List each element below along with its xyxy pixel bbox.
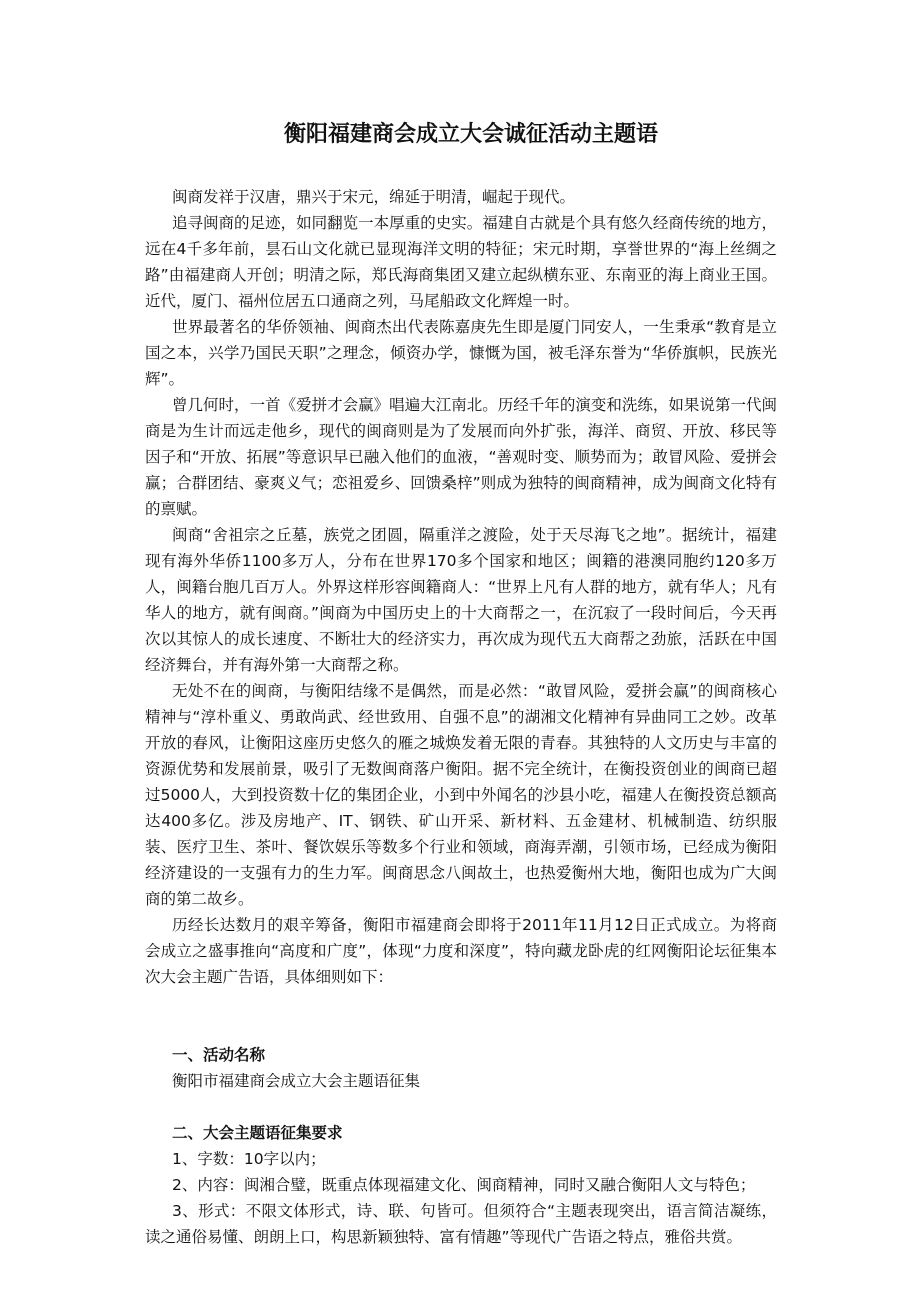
- activity-name: 衡阳市福建商会成立大会主题语征集: [172, 1072, 421, 1090]
- section-heading-activity-name: 一、活动名称: [172, 1046, 266, 1064]
- spacer: [145, 1016, 777, 1042]
- spacer: [145, 1094, 777, 1120]
- paragraph: 历经长达数月的艰辛筹备，衡阳市福建商会即将于2011年11月12日正式成立。为将商会成立之盛事推向“高度和广度”，体现“力度和深度”，特向藏龙卧虎的红网衡阳论坛征集本次大会主题广告语，具体细则如下：: [145, 916, 777, 986]
- paragraph: 闽商发祥于汉唐，鼎兴于宋元，绵延于明清，崛起于现代。: [172, 188, 576, 206]
- requirement-item: 2、内容：闽湘合璧，既重点体现福建文化、闽商精神，同时又融合衡阳人文与特色；: [172, 1176, 756, 1194]
- requirement-item: 1、字数：10字以内；: [172, 1150, 326, 1168]
- paragraph: 曾几何时，一首《爱拼才会赢》唱遍大江南北。历经千年的演变和洗练，如果说第一代闽商是为生计而远走他乡，现代的闽商则是为了发展而向外扩张，海洋、商贸、开放、移民等因子和“开放、拓展”等意识早已融入他们的血液，“善观时变、顺势而为；敢冒风险、爱拼会赢；合群团结、豪爽义气；恋祖爱乡、回馈桑梓”则成为独特的闽商精神，成为闽商文化特有的禀赋。: [145, 396, 777, 518]
- document-title: 衡阳福建商会成立大会诚征活动主题语: [283, 122, 658, 147]
- requirement-item: 3、形式：不限文体形式，诗、联、句皆可。但须符合“主题表现突出，语言简洁凝练，读之通俗易懂、朗朗上口，构思新颖独特、富有情趣”等现代广告语之特点，雅俗共赏。: [145, 1202, 777, 1246]
- paragraph: 追寻闽商的足迹，如同翻览一本厚重的史实。福建自古就是个具有悠久经商传统的地方，远在4千多年前，昙石山文化就已显现海洋文明的特征；宋元时期，享誉世界的“海上丝绸之路”由福建商人开创；明清之际，郑氏海商集团又建立起纵横东亚、东南亚的海上商业王国。近代，厦门、福州位居五口通商之列，马尾船政文化辉煌一时。: [145, 214, 777, 310]
- paragraph: 闽商“舍祖宗之丘墓，族党之团圆，隔重洋之渡险，处于天尽海飞之地”。据统计，福建现有海外华侨1100多万人，分布在世界170多个国家和地区；闽籍的港澳同胞约120多万人，闽籍台胞几百万人。外界这样形容闽籍商人：“世界上凡有人群的地方，就有华人；凡有华人的地方，就有闽商。”闽商为中国历史上的十大商帮之一，在沉寂了一段时间后，今天再次以其惊人的成长速度、不断壮大的经济实力，再次成为现代五大商帮之劲旅，活跃在中国经济舞台，并有海外第一大商帮之称。: [145, 526, 777, 674]
- paragraph: 世界最著名的华侨领袖、闽商杰出代表陈嘉庚先生即是厦门同安人，一生秉承“教育是立国之本，兴学乃国民天职”之理念，倾资办学，慷慨为国，被毛泽东誉为“华侨旗帜，民族光辉”。: [145, 318, 777, 388]
- spacer: [145, 990, 777, 1016]
- section-heading-requirements: 二、大会主题语征集要求: [172, 1124, 343, 1142]
- paragraph: 无处不在的闽商，与衡阳结缘不是偶然，而是必然：“敢冒风险，爱拼会赢”的闽商核心精神与“淳朴重义、勇敢尚武、经世致用、自强不息”的湖湘文化精神有异曲同工之妙。改革开放的春风，让衡阳这座历史悠久的雁之城焕发着无限的青春。其独特的人文历史与丰富的资源优势和发展前景，吸引了无数闽商落户衡阳。据不完全统计，在衡投资创业的闽商已超过5000人，大到投资数十亿的集团企业，小到中外闻名的沙县小吃，福建人在衡投资总额高达400多亿。涉及房地产、IT、钢铁、矿山开采、新材料、五金建材、机械制造、纺织服装、医疗卫生、茶叶、餐饮娱乐等数多个行业和领域，商海弄潮，引领市场，已经成为衡阳经济建设的一支强有力的生力军。闽商思念八闽故土，也热爱衡州大地，衡阳也成为广大闽商的第二故乡。: [145, 682, 777, 908]
- document-page: [145, 118, 777, 1250]
